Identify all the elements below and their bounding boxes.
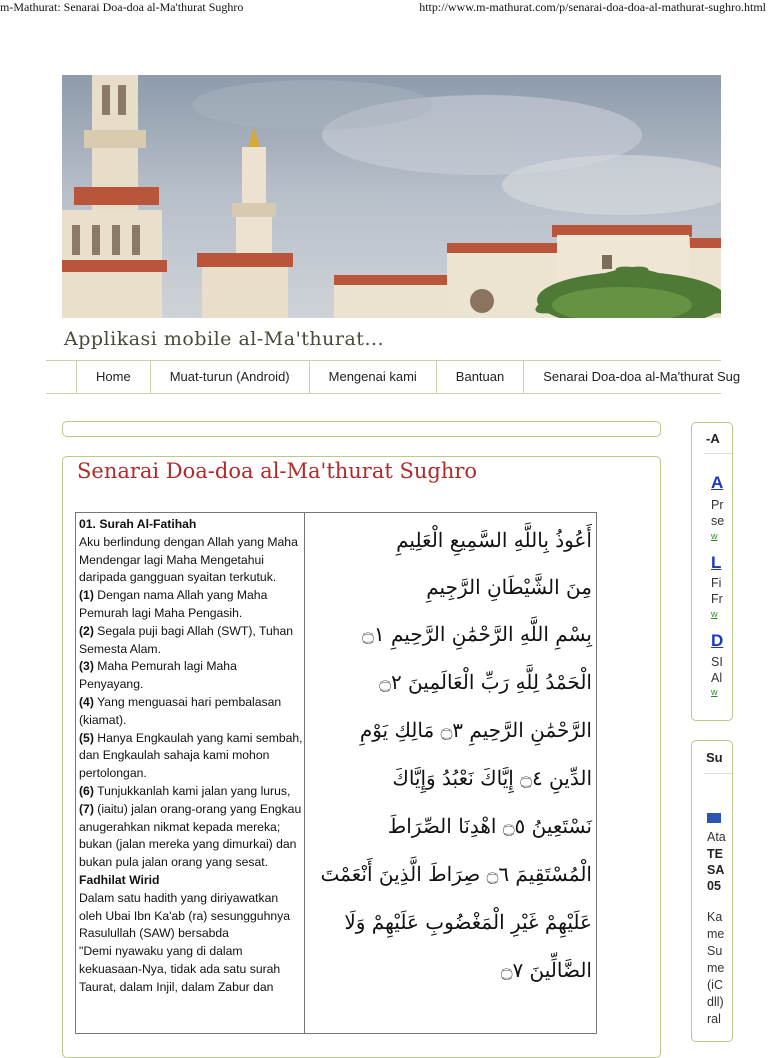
post-snippet: Ka [707,910,723,924]
widget-header: -A [706,431,720,446]
arabic-line: عَلَيْهِمْ غَيْرِ الْمَغْضُوبِ عَلَيْهِمْ وَلَا [344,909,592,934]
post-snippet: (iC [707,978,723,992]
post-snippet: Su [707,944,723,958]
ad-link[interactable]: L [711,553,722,572]
translation-paragraph: Aku berlindung dengan Allah yang Maha Mendengar lagi Maha Mengetahui daripada gangguan syaitan terkutuk. [79,534,298,585]
arabic-line: الْحَمْدُ لِلَّهِ رَبِّ الْعَالَمِينَ ۝٢ [379,669,592,694]
ad-url[interactable]: w [711,609,718,619]
ad-url[interactable]: w [711,687,718,697]
post-snippet: me [707,961,725,975]
post-snippet: me [707,927,725,941]
nav-tabs [46,360,741,394]
verse-1: (1) Dengan nama Allah yang Maha Pemurah lagi Maha Pengasih. [79,588,268,620]
ad-text: Fi [711,576,722,590]
doa-table [75,512,597,1034]
print-page-title: m-Mathurat: Senarai Doa-doa al-Ma'thurat Sughro [0,0,244,14]
verse-6: (6) Tunjukkanlah kami jalan yang lurus, [79,783,291,798]
arabic-column [308,517,592,994]
feed-icon [707,813,721,823]
tab-about[interactable]: Mengenai kami [309,361,436,393]
fadhilat-text: Dalam satu hadith yang diriyawatkan oleh Ubai Ibn Ka'ab (ra) sesungguhnya Rasulullah (SAW) bersabda [79,890,291,941]
arabic-line: بِسْمِ اللَّهِ الرَّحْمَٰنِ الرَّحِيمِ ۝١ [362,621,592,646]
blog-title[interactable]: Applikasi mobile al-Ma'thurat... [64,328,385,350]
ad-link[interactable]: D [711,631,724,650]
header-banner-image [62,75,721,318]
translation-column [79,516,303,997]
post-title-link[interactable]: SA [707,863,725,877]
verse-2: (2) Segala puji bagi Allah (SWT), Tuhan Semesta Alam. [79,623,294,656]
ad-text: se [711,514,725,528]
ad-text: SI [711,655,723,669]
arabic-line: أَعُوذُ بِاللَّهِ السَّمِيعِ الْعَلِيمِ [396,528,592,552]
tab-download-android[interactable]: Muat-turun (Android) [150,361,309,393]
arabic-line: مِنَ الشَّيْطَانِ الرَّجِيمِ [426,574,592,599]
verse-3: (3) Maha Pemurah lagi Maha Penyayang. [79,659,237,692]
post-snippet: dll) [707,995,724,1009]
empty-widget-box [62,421,661,437]
arabic-line: الدِّينِ ۝٤ إِيَّاكَ نَعْبُدُ وَإِيَّاكَ [392,765,592,790]
arabic-line: نَسْتَعِينُ ۝٥ اهْدِنَا الصِّرَاطَ [387,813,592,838]
ad-link[interactable]: A [711,473,724,492]
post-meta: Ata [707,830,726,844]
sidebar-subscribe-widget [691,740,733,1042]
widget-divider [704,773,732,774]
hadith-quote: "Demi nyawaku yang di dalam kekuasaan-Nya, tidak ada satu surah Taurat, dalam Injil, dalam Zabur dan [79,944,281,994]
post-snippet: ral [707,1012,721,1026]
fadhilat-heading: Fadhilat Wirid [79,872,160,887]
tab-home[interactable]: Home [76,361,150,393]
arabic-line: الْمُسْتَقِيمَ ۝٦ صِرَاطَ الَّذِينَ أَنْعَمْتَ [320,861,592,886]
sidebar-ads-widget [691,422,733,721]
verse-4: (4) Yang menguasai hari pembalasan (kiamat). [79,694,282,727]
widget-divider [704,453,732,454]
ad-text: Pr [711,498,724,512]
verse-5: (5) Hanya Engkaulah yang kami sembah, dan Engkaulah sahaja kami mohon pertolongan. [79,730,303,781]
section-heading: 01. Surah Al-Fatihah [79,517,197,531]
print-page-url: http://www.m-mathurat.com/p/senarai-doa-doa-al-mathurat-sughro.html [419,0,766,14]
post-title-link[interactable]: TE [707,847,723,861]
arabic-line: الرَّحْمَٰنِ الرَّحِيمِ ۝٣ مَالِكِ يَوْمِ [359,717,592,742]
post-title-link[interactable]: 05 [707,879,721,893]
tab-doa-list[interactable]: Senarai Doa-doa al-Ma'thurat Sug [523,361,759,393]
ad-url[interactable]: w [711,531,718,541]
tab-help[interactable]: Bantuan [436,361,523,393]
widget-header: Su [706,750,723,765]
arabic-line: الضَّالِّينَ ۝٧ [500,957,592,982]
ad-text: Al [711,671,723,685]
post-title: Senarai Doa-doa al-Ma'thurat Sughro [77,459,478,483]
verse-7: (7) (iaitu) jalan orang-orang yang Engkau anugerahkan nikmat kepada mereka; bukan (jalan mereka yang dimurkai) dan bukan pula jalan orang yang sesat. [79,801,302,870]
table-divider [304,513,305,1033]
ad-text: Fr [711,592,723,606]
print-header [0,0,768,16]
